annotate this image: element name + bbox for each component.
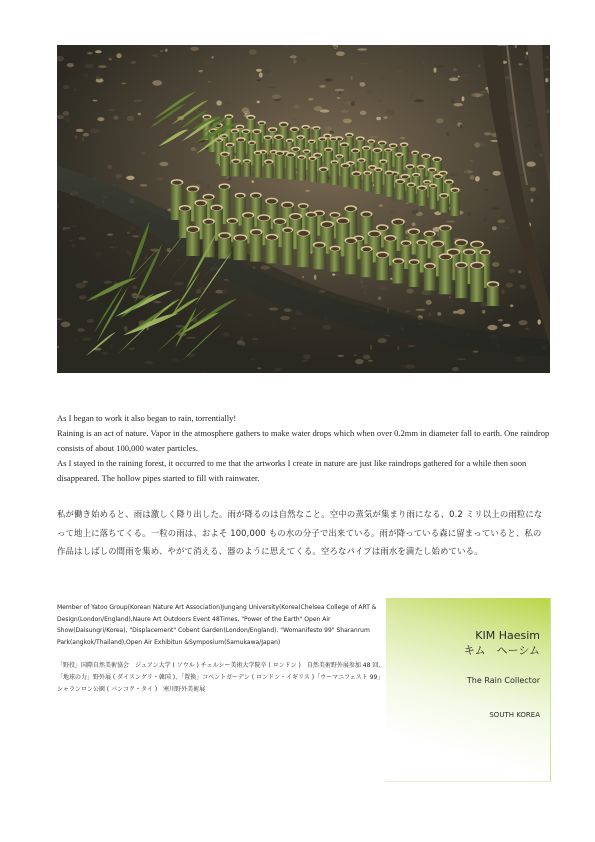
artwork-photo	[57, 45, 550, 373]
artist-card	[386, 598, 551, 782]
bio-japanese: 「野投」国際自然美術協会 ジュアン大学 ( ソウル ) チェルシー美術大学院卒 ( ロンドン ) 自然美術野外展参加 48 回,「地球の力」野外展 ( ダイスングリ・韓国 )、「置換」コベントガーデン ( ロンドン・イギリス )「ウーマニフェスト 99」シャランロン公園 ( バンコク・タイ ) 寒川野外美術展	[57, 662, 381, 693]
bio-english: Member of Yatoo Group(Korean Nature Art Association)Jungang University(Korea)Chelsea College of ART & Design(London/England),Naure Art Outdoors Event 48Times, "Power of the Earth" Open Air Show(Daisungri/Korea), "Displacement" Cobent Garden(London/England). "Womanifesto 99" Sharanrum Park(angkok/Thailand),Open Air Exhibitun &Symposium(Samukawa/Japan)	[57, 604, 377, 646]
english-paragraph: As I stayed in the raining forest, it occurred to me that the artworks I create in nature are just like raindrops gathered for a while then soon disappeared. The hollow pipes started to fill with rainwater.	[57, 458, 527, 483]
japanese-statement	[57, 505, 550, 561]
bamboo-installation-image	[57, 45, 550, 373]
artist-name-japanese: キム ヘーシム	[463, 644, 540, 657]
english-paragraph: As I began to work it also began to rain, torrentially!	[57, 413, 237, 423]
artist-biography	[57, 602, 382, 695]
artist-name	[464, 628, 540, 658]
english-statement	[57, 411, 550, 486]
work-title: The Rain Collector	[466, 676, 540, 685]
english-paragraph: Raining is an act of nature. Vapor in the atmosphere gathers to make water drops which when over 0.2mm in diameter fall to earth. One raindrop consists of about 100,000 water particles.	[57, 428, 550, 453]
artist-country: SOUTH KOREA	[489, 711, 540, 719]
japanese-paragraph: 私が働き始めると、雨は激しく降り出した。雨が降るのは自然なこと。空中の蒸気が集まり雨になる、0.2 ミリ以上の雨粒になって地上に落ちてくる。一粒の雨は、およそ 100,000 もの水の分子で出来ている。雨が降っている森に留まっていると、私の作品はしばしの間雨を集め、やがて消える、器のように思えてくる。空ろなパイプは雨水を満たし始めている。	[57, 509, 543, 556]
artist-name-english: KIM Haesim	[475, 629, 540, 642]
